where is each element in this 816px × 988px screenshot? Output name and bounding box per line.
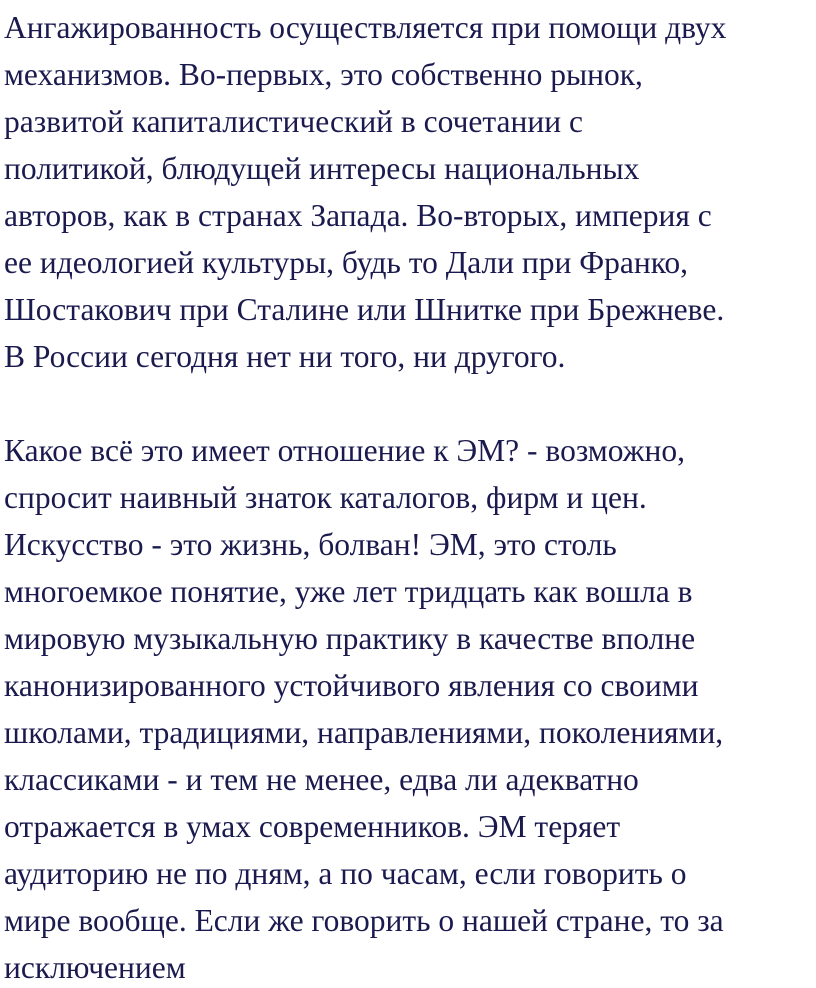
- text-line: мировую музыкальную практику в качестве вполне: [4, 621, 696, 656]
- text-line: исключением: [4, 950, 186, 985]
- text-line: механизмов. Во-первых, это собственно рынок,: [4, 57, 643, 92]
- text-line: канонизированного устойчивого явления со своими: [4, 668, 699, 703]
- text-line: авторов, как в странах Запада. Во-вторых, империя с: [4, 198, 712, 233]
- text-line: отражается в умах современников. ЭМ теряет: [4, 809, 621, 844]
- text-line: мире вообще. Если же говорить о нашей стране, то за: [4, 903, 724, 938]
- text-line: Шостакович при Сталине или Шнитке при Брежневе.: [4, 292, 725, 327]
- text-line: В России сегодня нет ни того, ни другого.: [4, 339, 566, 374]
- paragraph-gap: [4, 380, 812, 427]
- text-line: Ангажированность осуществляется при помощи двух: [4, 10, 727, 45]
- text-line: развитой капиталистический в сочетании с: [4, 104, 583, 139]
- text-line: политикой, блюдущей интересы национальных: [4, 151, 640, 186]
- text-line: школами, традициями, направлениями, поколениями,: [4, 715, 724, 750]
- text-line: спросит наивный знаток каталогов, фирм и цен.: [4, 480, 647, 515]
- paragraph-2: [4, 427, 812, 988]
- text-line: классиками - и тем не менее, едва ли адекватно: [4, 762, 639, 797]
- text-line: Какое всё это имеет отношение к ЭМ? - возможно,: [4, 433, 685, 468]
- text-line: Искусство - это жизнь, болван! ЭМ, это столь: [4, 527, 617, 562]
- text-line: аудиторию не по дням, а по часам, если говорить о: [4, 856, 687, 891]
- document-text: [4, 4, 812, 988]
- text-line: многоемкое понятие, уже лет тридцать как вошла в: [4, 574, 693, 609]
- text-line: ее идеологией культуры, будь то Дали при Франко,: [4, 245, 689, 280]
- paragraph-1: [4, 4, 812, 380]
